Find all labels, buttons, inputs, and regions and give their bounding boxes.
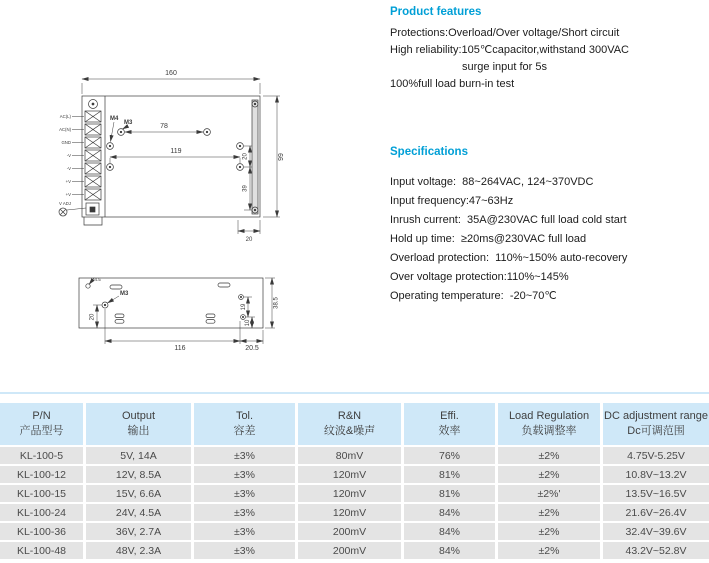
dim-160 (82, 70, 260, 94)
features-title: Product features (390, 6, 482, 18)
table-cell: 32.4V~39.6V (603, 523, 709, 540)
svg-text:160: 160 (165, 70, 177, 77)
spec-line: Over voltage protection:110%~145% (390, 271, 569, 283)
product-features-section (390, 6, 705, 93)
col-header-zh: 输出 (127, 425, 150, 437)
svg-text:39: 39 (242, 185, 249, 192)
table-cell: 36V, 2.7A (86, 523, 191, 540)
col-header-output (86, 403, 191, 445)
table-top-rule (0, 392, 709, 394)
col-header-en: Effi. (440, 410, 459, 422)
table-cell: 76% (404, 447, 495, 464)
table-cell: KL-100-48 (0, 542, 83, 559)
svg-text:20: 20 (245, 237, 253, 243)
table-cell: ±2% (498, 542, 600, 559)
svg-text:20: 20 (89, 313, 96, 321)
table-cell: KL-100-36 (0, 523, 83, 540)
table-cell: ±3% (194, 447, 295, 464)
terminal-label: -V (66, 166, 71, 171)
terminal-label: +V (65, 192, 71, 197)
terminal-label: GND (61, 140, 71, 145)
table-cell: ±3% (194, 542, 295, 559)
table-cell: 200mV (298, 523, 401, 540)
spec-line: Inrush current: 35A@230VAC full load cold start (390, 214, 627, 226)
table-cell: 200mV (298, 542, 401, 559)
col-header-load-regulation (498, 403, 600, 445)
feature-line: Protections:Overload/Over voltage/Short circuit (390, 27, 620, 39)
col-header-zh: 纹波&噪声 (323, 425, 376, 437)
table-cell: KL-100-15 (0, 485, 83, 502)
spec-line: Input voltage: 88~264VAC, 124~370VDC (390, 176, 594, 188)
table-cell: ±2% (498, 466, 600, 483)
dim-19 (241, 297, 252, 317)
feature-line: High reliability:105℃capacitor,withstand 300VAC (390, 44, 629, 56)
col-header-tolerance (194, 403, 295, 445)
table-cell: ±2% (498, 523, 600, 540)
dim-20-right (243, 146, 253, 167)
col-header-zh: Dc可调范围 (627, 425, 685, 437)
table-cell: ±2%' (498, 485, 600, 502)
table-cell: ±2% (498, 504, 600, 521)
col-header-zh: 容差 (233, 425, 256, 437)
table-cell: KL-100-5 (0, 447, 83, 464)
spec-line: Hold up time: ≥20ms@230VAC full load (390, 233, 587, 245)
svg-text:19: 19 (241, 303, 247, 311)
table-cell: 120mV (298, 504, 401, 521)
terminal-label: AC(N) (59, 127, 71, 132)
table-cell: 43.2V~52.8V (603, 542, 709, 559)
col-header-en: R&N (337, 410, 362, 422)
svg-text:20: 20 (242, 153, 249, 160)
table-cell: 15V, 6.6A (86, 485, 191, 502)
dim-116 (105, 309, 240, 352)
dim-10 (245, 317, 255, 328)
table-cell: 80mV (298, 447, 401, 464)
specifications-section (390, 146, 708, 306)
svg-text:38.5: 38.5 (273, 297, 280, 309)
col-header-en: Tol. (235, 410, 254, 422)
col-header-en: P/N (32, 410, 51, 422)
svg-text:20.5: 20.5 (245, 345, 259, 352)
svg-text:116: 116 (174, 345, 186, 352)
table-cell: 10.8V~13.2V (603, 466, 709, 483)
table-cell: 84% (404, 523, 495, 540)
dim-39 (243, 167, 253, 210)
table-cell: 81% (404, 485, 495, 502)
terminal-label: -V (66, 153, 71, 158)
col-header-zh: 产品型号 (19, 425, 64, 437)
table-cell: 84% (404, 542, 495, 559)
vent-slots (110, 283, 230, 323)
spec-line: Operating temperature: -20~70℃ (390, 290, 557, 302)
table-cell: ±2% (498, 447, 600, 464)
spec-line: Overload protection: 110%~150% auto-recovery (390, 252, 628, 264)
col-header-zh: 效率 (438, 425, 461, 437)
dim-20-5 (240, 330, 263, 352)
label-hole-dia: Ø4.5 (91, 277, 101, 282)
svg-text:78: 78 (160, 123, 168, 130)
table-cell: 5V, 14A (86, 447, 191, 464)
col-header-en: Output (121, 410, 156, 422)
terminal-label: V ADJ (59, 201, 71, 206)
side-view (79, 277, 280, 352)
svg-text:99: 99 (278, 153, 285, 161)
dim-78 (125, 123, 203, 132)
dim-38-5 (265, 278, 280, 328)
col-header-en: Load Regulation (508, 410, 590, 422)
label-m4: M4 (110, 116, 119, 122)
model-spec-table (0, 403, 709, 559)
specs-title: Specifications (390, 146, 468, 158)
dim-99 (263, 96, 285, 217)
table-cell: 13.5V~16.5V (603, 485, 709, 502)
table-cell: 48V, 2.3A (86, 542, 191, 559)
table-cell: 81% (404, 466, 495, 483)
col-header-dc-adjust (603, 403, 709, 445)
dim-20-bottom (238, 220, 260, 243)
svg-text:10: 10 (245, 319, 251, 327)
table-cell: 120mV (298, 485, 401, 502)
dim-119 (110, 148, 240, 163)
col-header-pn (0, 403, 83, 445)
col-header-ripple-noise (298, 403, 401, 445)
table-cell: 84% (404, 504, 495, 521)
col-header-en: DC adjustment range (604, 410, 708, 422)
table-cell: 120mV (298, 466, 401, 483)
table-cell: 21.6V~26.4V (603, 504, 709, 521)
label-m3: M3 (124, 120, 133, 126)
table-cell: ±3% (194, 466, 295, 483)
terminal-labels (59, 114, 72, 206)
dim-20-left (90, 305, 103, 328)
col-header-zh: 负载调整率 (521, 425, 577, 437)
table-cell: ±3% (194, 523, 295, 540)
table-cell: KL-100-12 (0, 466, 83, 483)
col-header-efficiency (404, 403, 495, 445)
table-cell: ±3% (194, 504, 295, 521)
feature-line: 100%full load burn-in test (390, 78, 515, 90)
top-view (59, 70, 285, 243)
spec-line: Input frequency:47~63Hz (390, 195, 514, 207)
label-m3-side: M3 (120, 291, 129, 297)
svg-text:119: 119 (170, 148, 182, 155)
table-cell: 24V, 4.5A (86, 504, 191, 521)
feature-line: surge input for 5s (462, 61, 547, 73)
table-cell: 12V, 8.5A (86, 466, 191, 483)
table-cell: 4.75V-5.25V (603, 447, 709, 464)
mechanical-drawing (40, 48, 300, 360)
terminal-label: +V (65, 179, 71, 184)
table-cell: KL-100-24 (0, 504, 83, 521)
terminal-label: AC(L) (59, 114, 71, 119)
table-cell: ±3% (194, 485, 295, 502)
